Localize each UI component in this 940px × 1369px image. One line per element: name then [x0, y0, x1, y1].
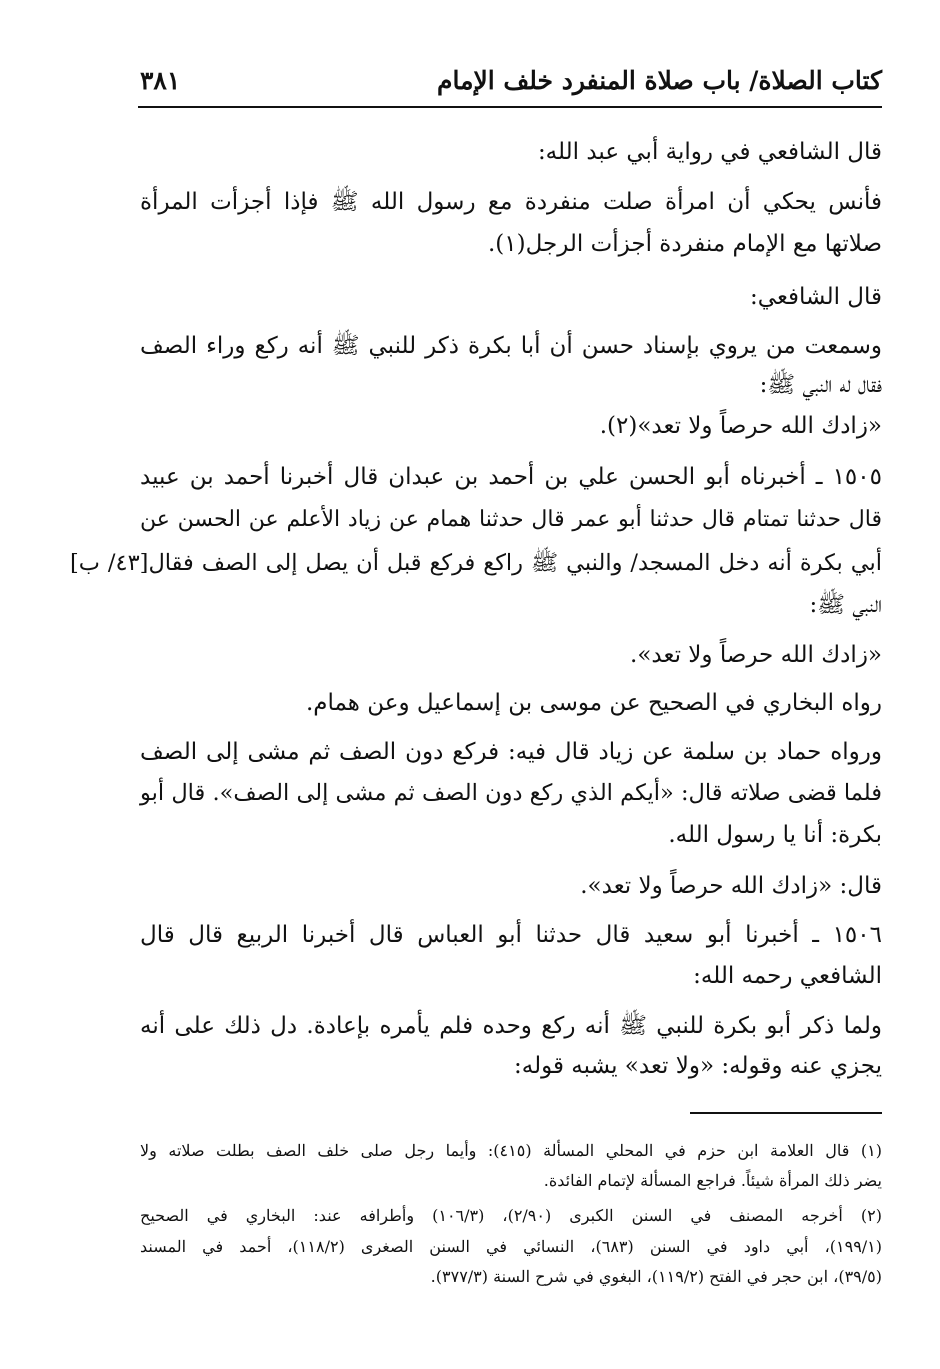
hadith-1505-line: ١٥٠٥ ـ أخبرناه أبو الحسن علي بن أحمد بن عبدان قال أخبرنا أحمد بن عبيد [140, 464, 882, 490]
footnote-line: (١٩٩/١)، أبي داود في السنن (٦٨٣)، النسائي في السنن الصغرى (١١٨/٢)، أحمد في المسند [140, 1237, 883, 1256]
body-line: أبي بكرة أنه دخل المسجد/ والنبي ﷺ راكع فركع قبل أن يصل إلى الصف فقال[٤٣/ ب] [70, 550, 882, 576]
body-line: وسمعت من يروي بإسناد حسن أن أبا بكرة ذكر للنبي ﷺ أنه ركع وراء الصف [140, 333, 882, 359]
footnote-line: (١) قال العلامة ابن حزم في المحلي المسألة (٤١٥): وأيما رجل صلى خلف الصف بطلت صلاته ولا [140, 1141, 882, 1160]
body-line: يجزي عنه وقوله: «ولا تعد» يشبه قوله: [514, 1053, 882, 1079]
body-line: ولما ذكر أبو بكرة للنبي ﷺ أنه ركع وحده فلم يأمره بإعادة. دل ذلك على أنه [140, 1013, 882, 1039]
body-line: فأنس يحكي أن امرأة صلت منفردة مع رسول الله ﷺ فإذا أجزأت المرأة [140, 189, 882, 215]
header-rule [138, 106, 882, 108]
body-line: بكرة: أنا يا رسول الله. [668, 822, 882, 848]
body-line: قال حدثنا تمتام قال حدثنا أبو عمر قال حدثنا همام عن زياد الأعلم عن الحسن عن [140, 507, 882, 532]
body-line: صلاتها مع الإمام منفردة أجزأت الرجل(١). [487, 231, 882, 257]
body-line: رواه البخاري في الصحيح عن موسى بن إسماعيل وعن همام. [305, 690, 882, 716]
quote-line: «زادك الله حرصاً ولا تعد». [630, 642, 882, 668]
body-line: قال الشافعي: [750, 284, 882, 310]
hadith-1506-line: ١٥٠٦ ـ أخبرنا أبو سعيد قال حدثنا أبو العباس قال أخبرنا الربيع قال قال [140, 922, 882, 948]
quote-line: «زادك الله حرصاً ولا تعد»(٢). [599, 413, 882, 439]
body-line: قال الشافعي في رواية أبي عبد الله: [537, 139, 882, 165]
body-line: النبي ﷺ: [809, 592, 882, 618]
body-line: فقال له النبي ﷺ: [759, 372, 882, 398]
body-line: قال: «زادك الله حرصاً ولا تعد». [580, 873, 882, 899]
footnote-line: (٣٩/٥)، ابن حجر في الفتح (١١٩/٢)، البغوي في شرح السنة (٣٧٧/٣). [430, 1267, 882, 1286]
footnote-separator [690, 1112, 882, 1114]
body-line: فلما قضى صلاته قال: «أيكم الذي ركع دون الصف ثم مشى إلى الصف». قال أبو [140, 780, 882, 806]
body-line: الشافعي رحمه الله: [693, 963, 882, 989]
footnote-line: (٢) أخرجه المصنف في السنن الكبرى (٢/٩٠)، (١٠٦/٣) وأطرافه عند: البخاري في الصحيح [140, 1206, 883, 1225]
running-header-title: كتاب الصلاة/ باب صلاة المنفرد خلف الإمام [437, 66, 882, 95]
page-number: ٣٨١ [140, 66, 181, 95]
body-line: ورواه حماد بن سلمة عن زياد قال فيه: فركع دون الصف ثم مشى إلى الصف [140, 739, 882, 765]
footnote-line: يضر ذلك المرأة شيئاً. فراجع المسألة لإتمام الفائدة. [543, 1171, 882, 1190]
